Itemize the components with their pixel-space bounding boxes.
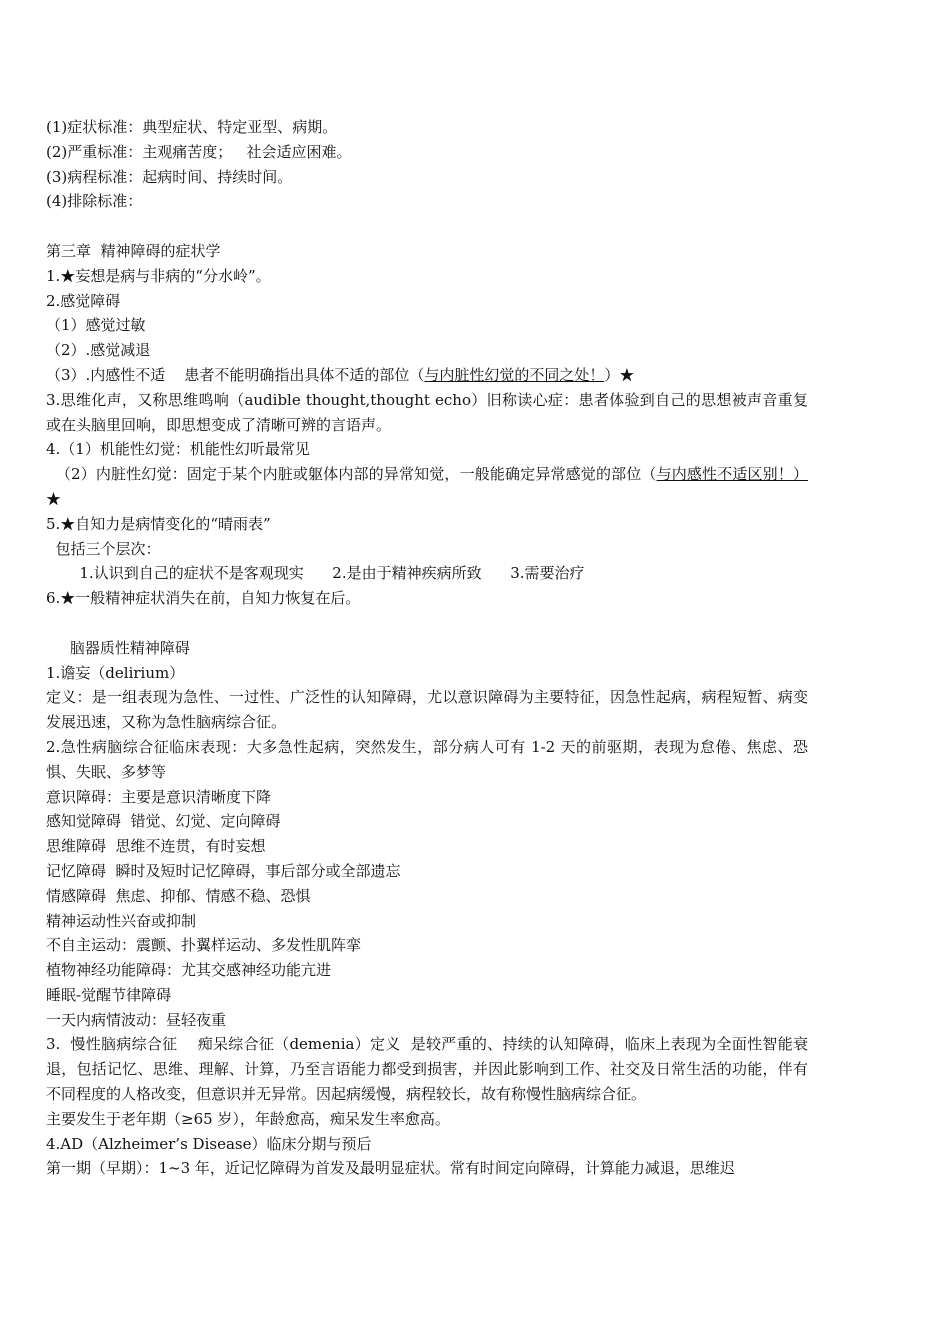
symptom-line: 植物神经功能障碍：尤其交感神经功能亢进 — [46, 961, 332, 980]
item-visceral-hallucination: （2）内脏性幻觉：固定于某个内脏或躯体内部的异常知觉，一般能确定异常感觉的部位（与内感性不适区别！）★ — [46, 465, 808, 508]
symptom-line: 思维障碍 思维不连贯，有时妄想 — [46, 837, 266, 856]
item-ad-stages: 4.AD（Alzheimer’s Disease）临床分期与预后 — [46, 1134, 372, 1153]
section-title: 脑器质性精神障碍 — [46, 638, 190, 657]
item-insight-levels-intro: 包括三个层次： — [46, 539, 161, 558]
symptom-line: 精神运动性兴奋或抑制 — [46, 911, 197, 930]
symptom-line: 不自主运动：震颤、扑翼样运动、多发性肌阵挛 — [46, 936, 362, 955]
item-hypoesthesia: （2）.感觉减退 — [46, 341, 151, 360]
item-senestopathia: （3）.内感性不适 患者不能明确指出具体不适的部位（与内脏性幻觉的不同之处！）★ — [46, 365, 635, 384]
item-delirium-definition: 定义：是一组表现为急性、一过性、广泛性的认知障碍，尤以意识障碍为主要特征，因急性起病，病程短暂、病变发展迅速，又称为急性脑病综合征。 — [46, 688, 808, 732]
symptom-line: 情感障碍 焦虑、抑郁、情感不稳、恐惧 — [46, 886, 311, 905]
symptom-line: 睡眠-觉醒节律障碍 — [46, 985, 172, 1004]
item-delirium: 1.谵妄（delirium） — [46, 663, 185, 682]
item-insight-levels: 1.认识到自己的症状不是客观现实 2.是由于精神疾病所致 3.需要治疗 — [46, 564, 585, 583]
symptom-line: 一天内病情波动：昼轻夜重 — [46, 1010, 227, 1029]
item-ad-stage-1: 第一期（早期）：1~3 年，近记忆障碍为首发及最明显症状。常有时间定向障碍，计算能力减退，思维迟 — [46, 1159, 735, 1178]
item-delusion: 1.★妄想是病与非病的“分水岭”。 — [46, 266, 271, 285]
criteria-symptom: (1)症状标准：典型症状、特定亚型、病期。 — [46, 118, 338, 136]
item-thought-echo: 3.思维化声，又称思维鸣响（audible thought,thought echo）旧称读心症：患者体验到自己的思想被声音重复或在头脑里回响，即思想变成了清晰可辨的言语声。 — [46, 390, 808, 434]
spacer — [46, 214, 808, 239]
item-acute-syndrome: 2.急性病脑综合征临床表现：大多急性起病，突然发生，部分病人可有 1-2 天的前驱期，表现为怠倦、焦虑、恐惧、失眠、多梦等 — [46, 737, 808, 781]
document-page — [46, 115, 808, 1181]
symptom-line: 感知觉障碍 错觉、幻觉、定向障碍 — [46, 812, 281, 831]
spacer — [46, 611, 808, 636]
underlined-note: 与内脏性幻觉的不同之处！ — [424, 365, 605, 384]
underlined-note: 与内感性不适区别！） — [656, 465, 808, 484]
item-dementia-age: 主要发生于老年期（≥65 岁），年龄愈高，痴呆发生率愈高。 — [46, 1109, 450, 1128]
symptom-line: 记忆障碍 瞬时及短时记忆障碍，事后部分或全部遗忘 — [46, 861, 401, 880]
criteria-exclusion: (4)排除标准： — [46, 192, 143, 211]
chapter-title: 第三章 精神障碍的症状学 — [46, 241, 221, 260]
item-functional-hallucination: 4.（1）机能性幻觉：机能性幻听最常见 — [46, 440, 310, 459]
item-insight-recovery: 6.★一般精神症状消失在前，自知力恢复在后。 — [46, 589, 361, 608]
item-hyperesthesia: （1）感觉过敏 — [46, 316, 146, 335]
item-chronic-syndrome: 3. 慢性脑病综合征 痴呆综合征（demenia）定义 是较严重的、持续的认知障碍，临床上表现为全面性智能衰退，包括记忆、思维、理解、计算，乃至言语能力都受到损害，并因此影响到工作、社交及日常生活的功能，伴有不同程度的人格改变，但意识并无异常。因起病缓慢，病程较长，故有称慢性脑病综合征。 — [46, 1035, 808, 1104]
criteria-severity: (2)严重标准：主观痛苦度； 社会适应困难。 — [46, 142, 352, 161]
item-insight: 5.★自知力是病情变化的“晴雨表” — [46, 514, 271, 533]
symptom-line: 意识障碍：主要是意识清晰度下降 — [46, 787, 272, 806]
item-sensory-disorder: 2.感觉障碍 — [46, 291, 121, 310]
criteria-course: (3)病程标准：起病时间、持续时间。 — [46, 167, 293, 186]
